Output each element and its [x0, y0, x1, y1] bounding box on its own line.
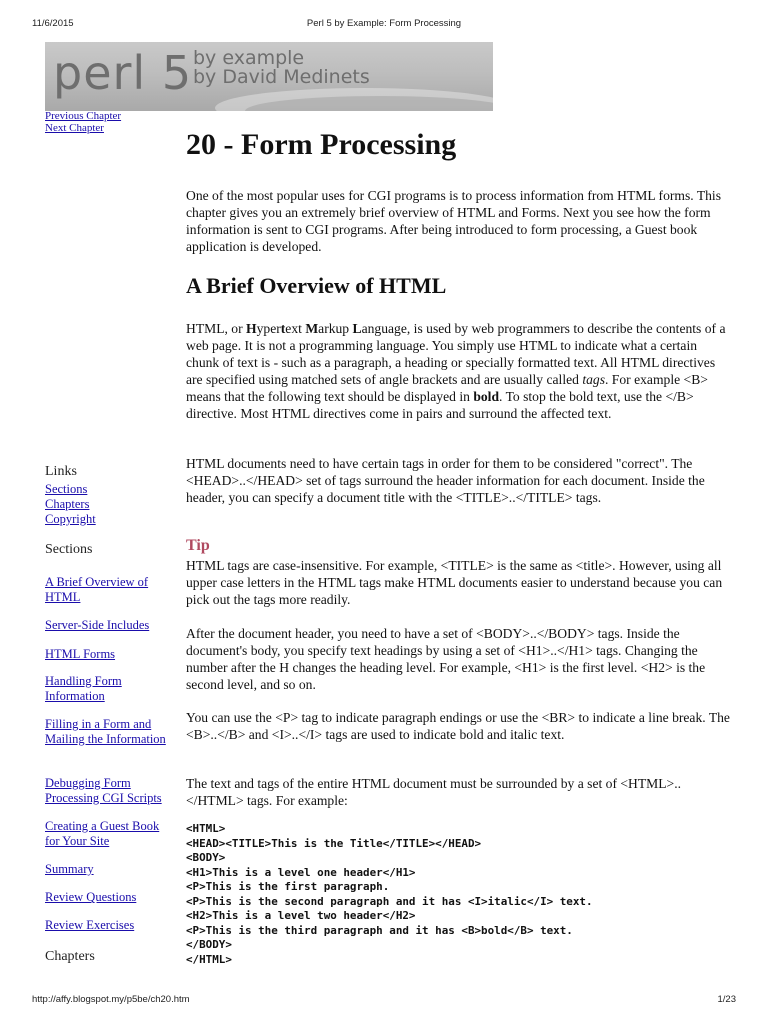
section-link-questions[interactable]: Review Questions	[45, 890, 137, 904]
print-page-number: 1/23	[717, 994, 736, 1005]
sidebar-links	[45, 482, 170, 527]
links-heading: Links	[45, 464, 77, 479]
section-link-forms[interactable]: HTML Forms	[45, 647, 116, 661]
section-link-guestbook[interactable]: Creating a Guest Book for Your Site	[45, 819, 160, 848]
section-link-handling-wrap	[45, 674, 170, 704]
print-title: Perl 5 by Example: Form Processing	[306, 18, 462, 29]
sections-heading: Sections	[45, 542, 93, 557]
print-url: http://affy.blogspot.my/p5be/ch20.htm	[32, 994, 190, 1005]
html-code-example: <HTML> <HEAD><TITLE>This is the Title</TITLE></HEAD> <BODY> <H1>This is a level one header</H1> <P>This is the first paragraph. <P>This is the second paragraph and it has <I>italic</I> text. <H2>This is a level two header</H2> <P>This is the third paragraph and it has <B>bold</B> text. </BODY> </HTML>	[186, 822, 593, 966]
section-link-overview[interactable]: A Brief Overview of HTML	[45, 575, 149, 604]
sidebar-link-copyright[interactable]: Copyright	[45, 512, 96, 526]
section-link-mailing[interactable]: Filling in a Form and Mailing the Information	[45, 717, 166, 746]
section-link-mailing-wrap	[45, 717, 170, 747]
html-overview-paragraph: HTML, or Hypertext Markup Language, is used by web programmers to describe the contents of a web page. It is not a programming language. You simply use HTML to indicate what a certain chunk of text is - such as a paragraph, a heading or specially formatted text. All HTML directives are specified using matched sets of angle brackets and are usually called tags. For example <B> means that the following text should be displayed in bold. To stop the bold text, use the </B> directive. Most HTML directives come in pairs and surround the affected text.	[186, 321, 726, 421]
section-link-debugging[interactable]: Debugging Form Processing CGI Scripts	[45, 776, 162, 805]
sidebar-link-sections[interactable]: Sections	[45, 482, 88, 496]
chapter-nav	[45, 110, 121, 134]
section-link-exercises[interactable]: Review Exercises	[45, 918, 135, 932]
page-title: 20 - Form Processing	[186, 128, 457, 161]
tip-label: Tip	[186, 537, 210, 554]
banner-by-example: by example	[193, 47, 305, 69]
section-link-overview-wrap	[45, 575, 170, 605]
chapters-heading: Chapters	[45, 949, 95, 964]
section-link-questions-wrap	[45, 890, 170, 905]
section-link-summary-wrap	[45, 862, 170, 877]
section-link-debugging-wrap	[45, 776, 170, 806]
book-banner	[45, 42, 493, 111]
section-link-ssi-wrap	[45, 618, 170, 633]
next-chapter-link[interactable]: Next Chapter	[45, 122, 104, 134]
tip-text: HTML tags are case-insensitive. For example, <TITLE> is the same as <title>. However, using all upper case letters in the HTML tags make HTML documents easier to understand because you can pick out the tags more readily.	[186, 558, 723, 607]
html-tags-paragraph: The text and tags of the entire HTML document must be surrounded by a set of <HTML>..</HTML> tags. For example:	[186, 776, 682, 808]
paragraph-tags-paragraph: You can use the <P> tag to indicate paragraph endings or use the <BR> to indicate a line break. The <B>..</B> and <I>..</I> tags are used to indicate bold and italic text.	[186, 710, 730, 742]
previous-chapter-link[interactable]: Previous Chapter	[45, 110, 122, 122]
banner-perl-logo: perl 5	[53, 46, 193, 100]
body-tags-paragraph: After the document header, you need to have a set of <BODY>..</BODY> tags. Inside the document's body, you specify text headings by using a set of <H1>..</H1> tags. Changing the number after the H changes the heading level. For example, <H1> is the first level. <H2> is the second level, and so on.	[186, 626, 706, 692]
section-link-summary[interactable]: Summary	[45, 862, 94, 876]
section-link-forms-wrap	[45, 647, 170, 662]
section-heading: A Brief Overview of HTML	[186, 273, 447, 298]
print-date: 11/6/2015	[32, 18, 74, 29]
banner-author: by David Medinets	[193, 66, 370, 88]
section-link-exercises-wrap	[45, 918, 170, 933]
head-tags-paragraph: HTML documents need to have certain tags in order for them to be considered "correct". The <HEAD>..</HEAD> set of tags surround the header information for each document. Inside the header, you can specify a document title with the <TITLE>..</TITLE> tags.	[186, 456, 705, 505]
section-link-handling[interactable]: Handling Form Information	[45, 674, 122, 703]
sidebar-link-chapters[interactable]: Chapters	[45, 497, 90, 511]
section-link-ssi[interactable]: Server-Side Includes	[45, 618, 150, 632]
section-link-guestbook-wrap	[45, 819, 170, 849]
intro-paragraph: One of the most popular uses for CGI programs is to process information from HTML forms. This chapter gives you an extremely brief overview of HTML and Forms. Next you see how the form information is sent to CGI programs. After being introduced to form processing, a Guest book application is developed.	[186, 188, 721, 254]
